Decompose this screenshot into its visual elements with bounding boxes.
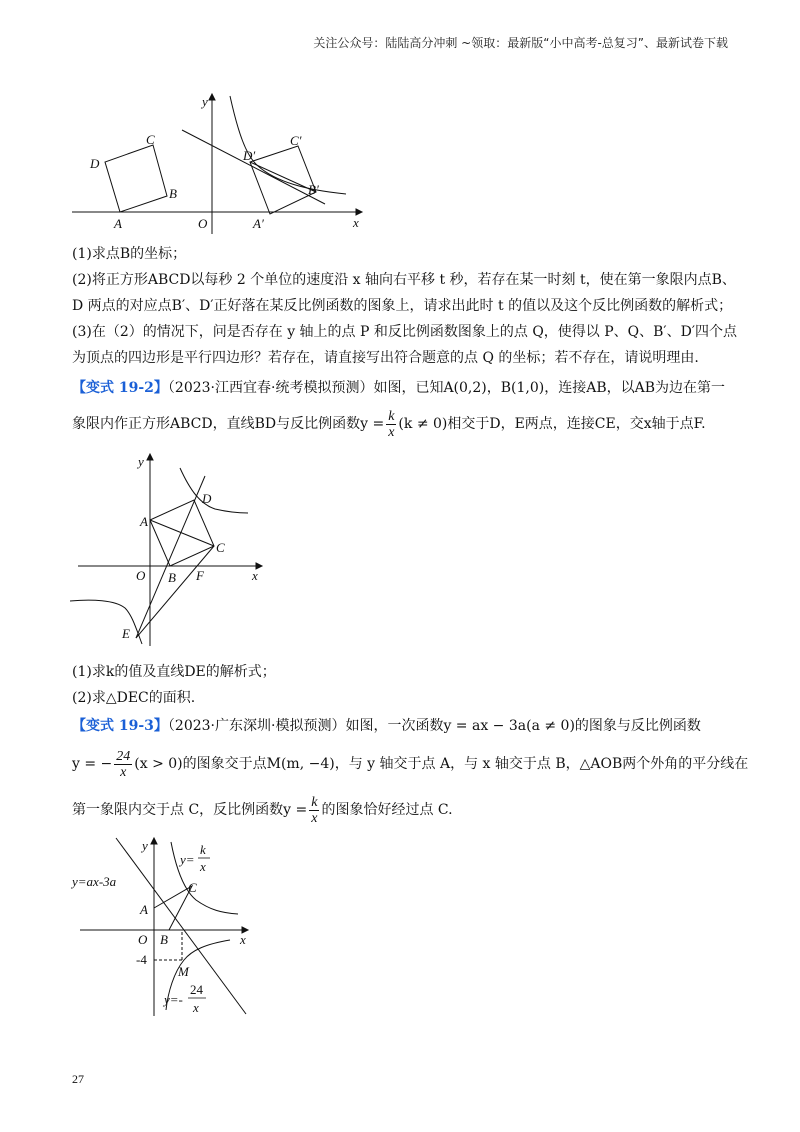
page-number: 27 [72, 1072, 84, 1086]
fig1-label-x: x [353, 215, 359, 230]
variant-19-2-sub1: (1)求k的值及直线DE的解析式； [72, 664, 276, 680]
fraction-num: 24 [116, 748, 131, 764]
q1-part2-line1: (2)将正方形ABCD以每秒 2 个单位的速度沿 x 轴向右平移 t 秒，若存在某一时刻 t，使在第一象限内点B、 [72, 272, 736, 288]
fig2-label-F: F [196, 568, 204, 583]
variant-19-3-text2b: (x > 0)的图象交于点M(m, −4)，与 y 轴交于点 A，与 x 轴交于点 B，△AOB两个外角的平分线在 [134, 756, 749, 772]
fig2-label-x: x [252, 568, 258, 583]
fig3-label-B: B [160, 932, 168, 947]
variant-19-3-text2a: y = − [72, 756, 113, 772]
fig2-label-C: C [216, 540, 225, 555]
figure-2 [70, 448, 270, 648]
fig3-label-k-pre: y= [180, 852, 195, 867]
fraction-k-over-x [386, 409, 396, 440]
variant-19-3-text3b: 的图象恰好经过点 C. [321, 802, 453, 818]
fig3-label-n-num: 24 [190, 982, 203, 997]
fig1-label-B1: B′ [308, 182, 319, 197]
variant-19-2-text2a: 象限内作正方形ABCD，直线BD与反比例函数y = [72, 416, 385, 432]
fraction-num: k [311, 794, 318, 810]
fig1-label-C: C [146, 132, 155, 147]
fig2-label-E: E [122, 626, 130, 641]
fig3-label-y: y [142, 838, 148, 853]
variant-19-3-text1: （2023·广东深圳·模拟预测）如图，一次函数y = ax − 3a(a ≠ 0)的图象与反比例函数 [167, 718, 701, 734]
fig1-label-C1: C′ [290, 133, 302, 148]
variant-19-2-sub2: (2)求△DEC的面积. [72, 690, 196, 706]
fig3-label-k-num: k [200, 842, 206, 857]
q1-part1: (1)求点B的坐标； [72, 246, 187, 262]
figure-3 [70, 834, 270, 1024]
fraction-24-over-x [114, 749, 132, 780]
fig1-label-D: D [90, 156, 100, 171]
fig2-label-y: y [138, 454, 144, 469]
fig1-label-D1: D′ [243, 148, 256, 163]
fraction-den: x [311, 810, 318, 826]
fig3-label-M: M [178, 964, 189, 979]
variant-19-3-tag: 【变式 19-3】 [72, 718, 168, 734]
variant-19-3-line2 [72, 746, 748, 782]
fig2-label-B: B [168, 570, 176, 585]
variant-19-3-line3 [72, 792, 453, 828]
fig3-label-A: A [140, 902, 148, 917]
variant-19-2-text1: （2023·江西宜春·统考模拟预测）如图，已知A(0,2)，B(1,0)，连接AB，以AB为边在第一 [167, 380, 726, 396]
fig1-label-O: O [198, 216, 208, 231]
q1-part2-line2: D 两点的对应点B′、D′正好落在某反比例函数的图象上，请求出此时 t 的值以及这个反比例函数的解析式； [72, 298, 733, 314]
q1-part3-line2: 为顶点的四边形是平行四边形？若存在，请直接写出符合题意的点 Q 的坐标；若不存在，请说明理由. [72, 350, 699, 366]
fig3-label-neg4: -4 [136, 952, 147, 967]
fig2-label-D: D [202, 491, 212, 506]
fig1-label-B: B [169, 186, 177, 201]
page-header: 关注公众号：陆陆高分冲刺 ~领取：最新版“小中高考-总复习”、最新试卷下载 [313, 36, 728, 50]
fig1-label-A: A [114, 216, 122, 231]
fig1-label-A1: A′ [253, 216, 264, 231]
fraction-k-over-x-2 [309, 795, 319, 826]
fig3-label-x: x [240, 932, 246, 947]
variant-19-3-text3a: 第一象限内交于点 C，反比例函数y = [72, 802, 308, 818]
q1-part3-line1: (3)在（2）的情况下，问是否存在 y 轴上的点 P 和反比例函数图象上的点 Q，使得以 P、Q、B′、D′四个点 [72, 324, 738, 340]
fig3-label-n-pre: y=- [164, 992, 183, 1007]
fig3-label-n-den: x [193, 1000, 199, 1015]
fig3-label-C: C [188, 880, 197, 895]
fraction-num: k [388, 408, 395, 424]
figure-1 [70, 92, 370, 242]
fig3-label-O: O [138, 932, 148, 947]
fig1-label-y: y [202, 94, 208, 109]
fraction-den: x [120, 764, 127, 780]
fig3-label-line: y=ax-3a [72, 874, 117, 889]
fig3-label-k-den: x [200, 859, 206, 874]
variant-19-2-text2b: (k ≠ 0)相交于D，E两点，连接CE，交x轴于点F. [398, 416, 706, 432]
variant-19-2-tag: 【变式 19-2】 [72, 380, 168, 396]
variant-19-3-line1 [72, 716, 701, 736]
variant-19-2-line2 [72, 406, 706, 442]
fraction-den: x [388, 424, 395, 440]
fig2-label-O: O [136, 568, 146, 583]
variant-19-2-line1 [72, 378, 725, 398]
fig2-label-A: A [140, 514, 148, 529]
